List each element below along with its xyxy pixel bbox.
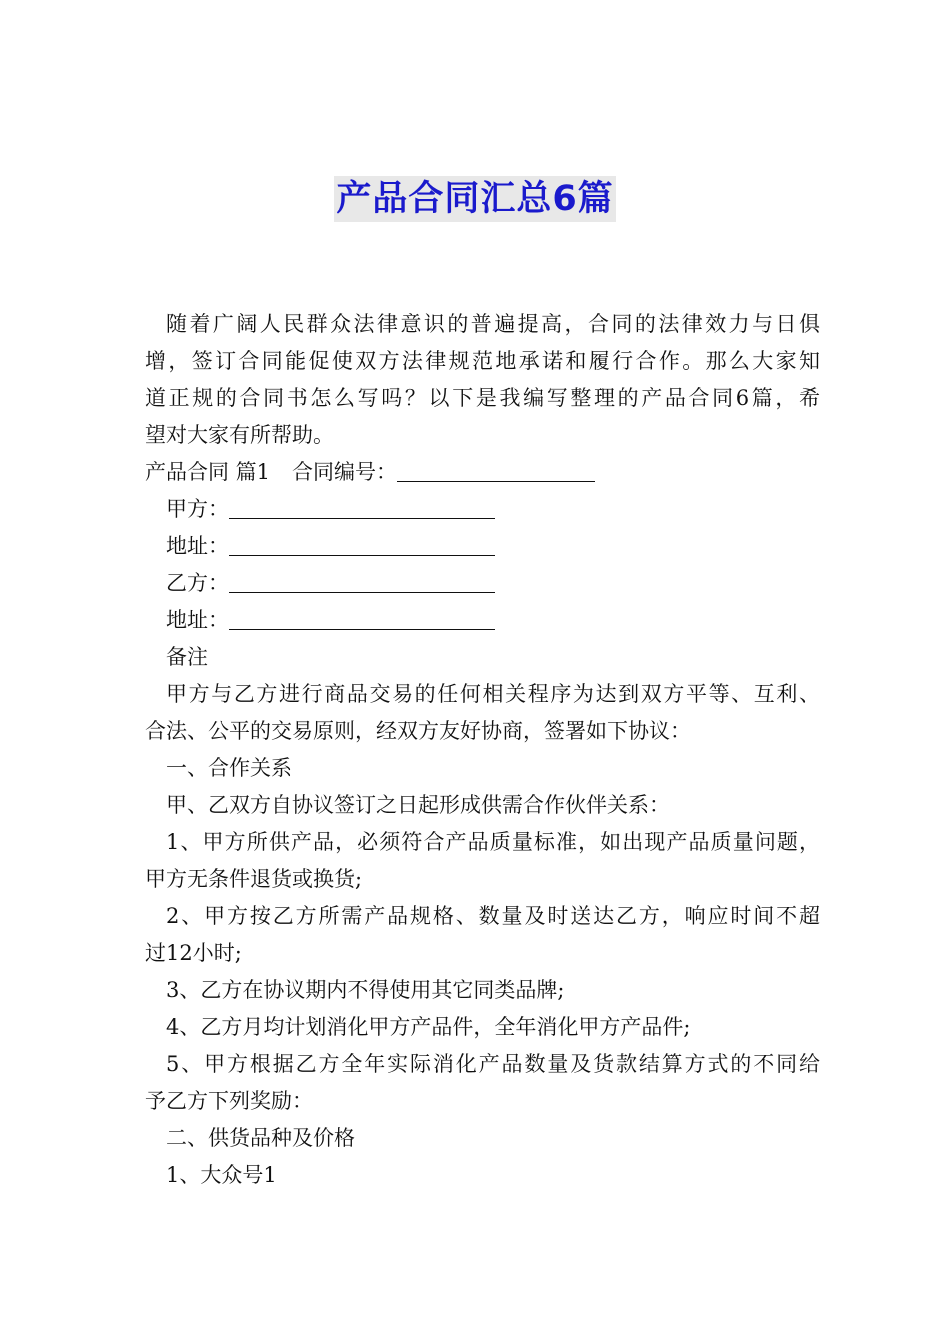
intro-line: 增，签订合同能促使双方法律规范地承诺和履行合作。那么大家知 (145, 349, 820, 373)
clause-line: 过12小时; (145, 941, 242, 965)
document-title: 产品合同汇总6篇 (334, 176, 615, 222)
field-label: 乙方： (166, 571, 229, 595)
clause-line: 予乙方下列奖励： (145, 1089, 313, 1113)
intro-line: 道正规的合同书怎么写吗？以下是我编写整理的产品合同6篇，希 (145, 386, 820, 410)
preamble-line: 甲方与乙方进行商品交易的任何相关程序为达到双方平等、互利、 (166, 682, 820, 706)
intro-line: 随着广阔人民群众法律意识的普遍提高，合同的法律效力与日俱 (166, 312, 820, 336)
contract-no-label: 合同编号： (292, 460, 398, 484)
clause-line: 5、甲方根据乙方全年实际消化产品数量及货款结算方式的不同给 (166, 1052, 820, 1076)
field-blank (229, 528, 495, 556)
intro-line: 望对大家有所帮助。 (145, 423, 334, 447)
clause-line: 2、甲方按乙方所需产品规格、数量及时送达乙方，响应时间不超 (166, 904, 820, 928)
field-blank (229, 565, 495, 593)
party-a-field (145, 491, 820, 528)
document-body (145, 306, 820, 1194)
party-a-address-field (145, 528, 820, 565)
clause-line: 4、乙方月均计划消化甲方产品件，全年消化甲方产品件; (166, 1015, 691, 1039)
section-heading: 一、合作关系 (166, 756, 292, 780)
preamble-line: 合法、公平的交易原则，经双方友好协商，签署如下协议： (145, 719, 691, 743)
field-blank (229, 602, 495, 630)
clause-line: 甲方无条件退货或换货; (145, 867, 363, 891)
party-b-field (145, 565, 820, 602)
contract-heading: 产品合同 篇1 (145, 460, 271, 484)
field-blank (229, 491, 495, 519)
contract-no-blank (397, 454, 595, 482)
contract-heading-line (145, 454, 820, 491)
clause-line: 3、乙方在协议期内不得使用其它同类品牌; (166, 978, 565, 1002)
field-label: 地址： (166, 534, 229, 558)
section-lead: 甲、乙双方自协议签订之日起形成供需合作伙伴关系： (166, 793, 670, 817)
field-label: 甲方： (166, 497, 229, 521)
section-heading: 二、供货品种及价格 (166, 1126, 355, 1150)
clause-line: 1、甲方所供产品，必须符合产品质量标准，如出现产品质量问题， (166, 830, 820, 854)
clause-line: 1、大众号1 (166, 1163, 277, 1187)
note-line: 备注 (166, 645, 208, 669)
document-title-wrap (0, 176, 950, 222)
party-b-address-field (145, 602, 820, 639)
field-label: 地址： (166, 608, 229, 632)
